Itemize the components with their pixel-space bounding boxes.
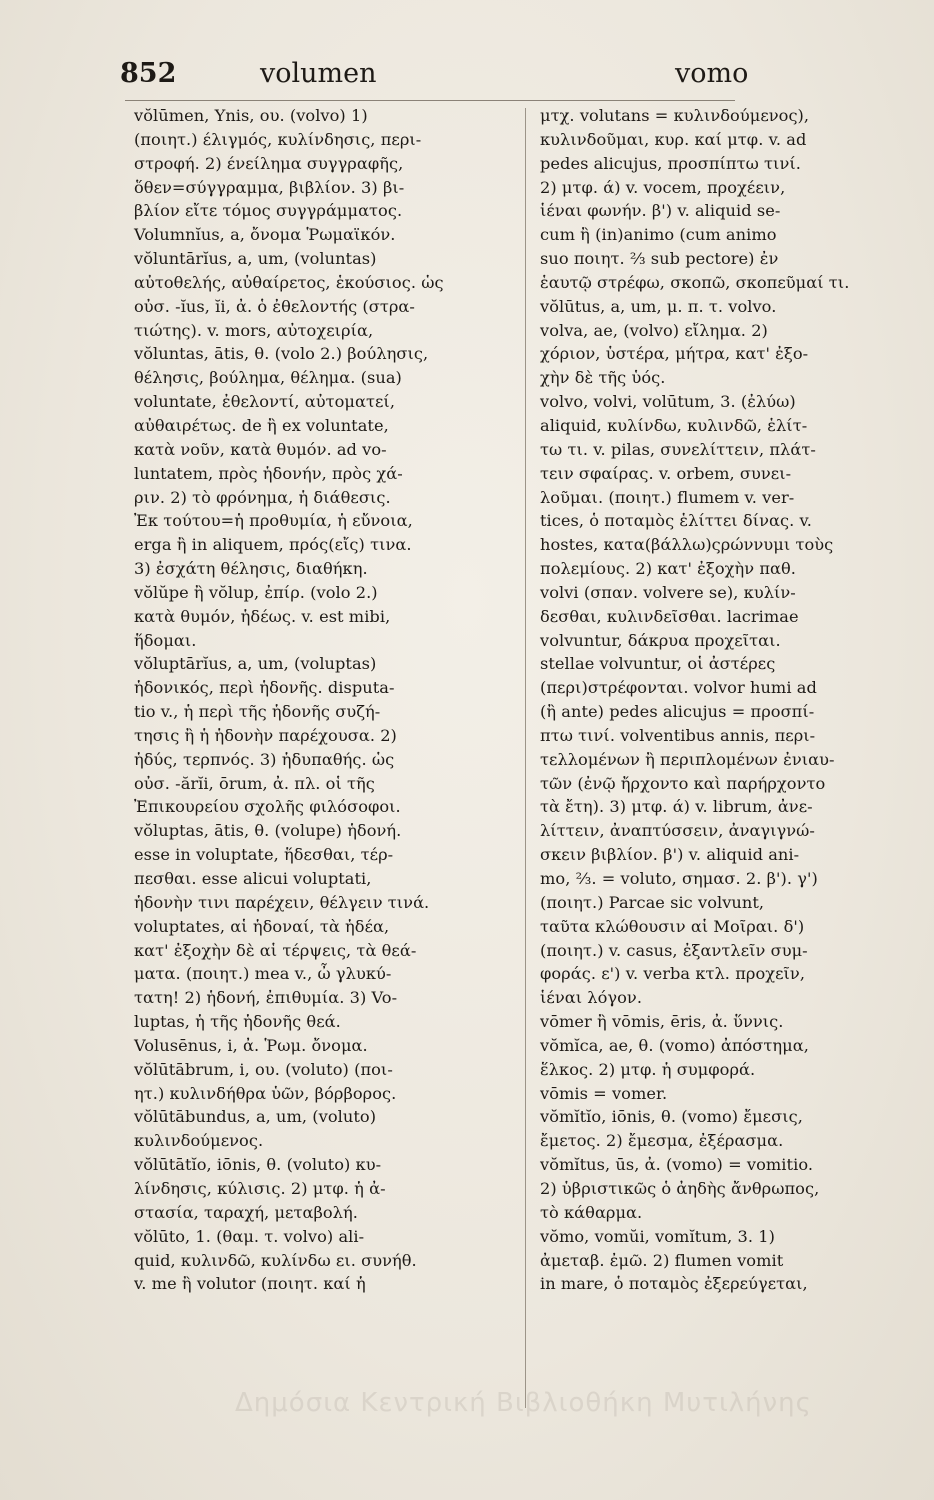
text-line: κατὰ νοῦν, κατὰ θυμόν. ad vo- <box>134 439 387 459</box>
page-number: 852 <box>120 58 177 89</box>
text-line: volvuntur, δάκρυα προχεῖται. <box>540 630 781 650</box>
text-line: λίττειν, ἀναπτύσσειν, ἀναγιγνώ- <box>540 821 815 841</box>
text-line: τατη! 2) ἡδονή, ἐπιθυμία. 3) Vo- <box>134 988 398 1008</box>
text-line: volvo, volvi, volūtum, 3. (ἐλύω) <box>540 392 796 412</box>
text-line: ἱέναι λόγον. <box>540 988 643 1008</box>
text-line: τὰ ἔτη). 3) μτφ. ά) v. librum, ἀνε- <box>540 797 813 817</box>
text-line: vŏluptas, ātis, θ. (volupe) ἡδονή. <box>134 821 402 841</box>
text-line: 2) ὑβριστικῶς ὁ ἀηδὴς ἄνθρωπος, <box>540 1178 820 1198</box>
text-line: tio v., ἡ περὶ τῆς ἡδονῆς συζή- <box>134 702 381 722</box>
text-line: vŏlūtābrum, i, ου. (voluto) (ποι- <box>134 1059 393 1079</box>
text-line: αὐτοθελής, αὐθαίρετος, ἑκούσιος. ὡς <box>134 272 444 292</box>
text-line: ἀμεταβ. ἐμῶ. 2) flumen vomit <box>540 1250 784 1270</box>
text-line: ἡδύς, τερπνός. 3) ἡδυπαθής. ὡς <box>134 749 395 769</box>
text-line: τιώτης). v. mors, αὐτοχειρία, <box>134 320 374 340</box>
text-line: vŏmĭtĭo, iōnis, θ. (vomo) ἔμεσις, <box>540 1107 803 1127</box>
text-line: vŏmĭtus, ūs, ἀ. (vomo) = vomitio. <box>540 1155 814 1175</box>
text-line: Volusēnus, i, ἀ. Ῥωμ. ὄνομα. <box>134 1035 368 1055</box>
text-line: πεσθαι. esse alicui voluptati, <box>134 869 372 888</box>
text-line: vōmer ἢ vōmis, ēris, ἀ. ὕννις. <box>540 1012 784 1032</box>
text-line: ἑαυτῷ στρέφω, σκοπῶ, σκοπεῦμαί τι. <box>540 272 850 292</box>
text-line: (ποιητ.) Parcae sic volvunt, <box>540 892 765 912</box>
text-line: aliquid, κυλίνδω, κυλινδῶ, ἑλίτ- <box>540 415 808 435</box>
text-line: vŏmo, vomŭi, vomĭtum, 3. 1) <box>540 1226 775 1246</box>
text-line: volvi (σπαν. volvere se), κυλίν- <box>540 582 796 602</box>
text-line: quid, κυλινδῶ, κυλίνδω ει. συνήθ. <box>134 1250 417 1270</box>
text-line: τησις ἢ ἡ ἡδονὴν παρέχουσα. 2) <box>134 725 397 745</box>
text-line: cum ἢ (in)animo (cum animo <box>540 225 777 245</box>
text-line: δεσθαι, κυλινδεῖσθαι. lacrimae <box>540 606 799 626</box>
text-line: ὅθεν=σύγγραμμα, βιβλίον. 3) βι- <box>134 177 405 197</box>
text-line: 2) μτφ. ά) v. vocem, προχέειν, <box>540 177 786 197</box>
text-line: ἕλκος. 2) μτφ. ἡ συμφορά. <box>540 1059 756 1079</box>
text-line: suo ποιητ. ⅔ sub pectore) ἐν <box>540 249 779 269</box>
text-line: (ποιητ.) v. casus, ἐξαντλεῖν συμ- <box>540 940 808 960</box>
text-line: τελλομένων ἢ περιπλομένων ἐνιαυ- <box>540 749 835 769</box>
text-line: ματα. (ποιητ.) mea v., ὦ γλυκύ- <box>134 964 392 984</box>
text-line: ἡδονὴν τινι παρέχειν, θέλγειν τινά. <box>134 892 430 912</box>
text-line: τῶν (ἐνῷ ἤρχοντο καὶ παρήρχοντο <box>540 773 826 793</box>
text-line: v. me ἢ volutor (ποιητ. καί ἡ <box>134 1274 366 1294</box>
header-rule <box>125 100 735 101</box>
text-line: luntatem, πρὸς ἡδονήν, πρὸς χά- <box>134 463 403 483</box>
text-line: στροφή. 2) ένείλημα συγγραφῆς, <box>134 153 404 173</box>
column-divider <box>525 108 526 1408</box>
left-guide-word: volumen <box>260 58 377 89</box>
text-line: κυλινδοῦμαι, κυρ. καί μτφ. v. ad <box>540 129 807 149</box>
text-line: αὐθαιρέτως. de ἢ ex voluntate, <box>134 415 389 435</box>
text-line: in mare, ὁ ποταμὸς ἐξερεύγεται, <box>540 1274 808 1294</box>
text-line: θέλησις, βούλημα, θέλημα. (sua) <box>134 368 402 388</box>
text-line: vŏluptārĭus, a, um, (voluptas) <box>134 654 377 674</box>
text-line: ταῦτα κλώθουσιν αἱ Μοῖραι. δ') <box>540 916 805 936</box>
text-line: (περι)στρέφονται. volvor humi ad <box>540 678 817 698</box>
text-line: στασία, ταραχή, μεταβολή. <box>134 1202 358 1222</box>
text-line: ἡδονικός, περὶ ἡδονῆς. disputa- <box>134 678 395 698</box>
text-line: vŏlŭpe ἢ vŏlup, ἐπίρ. (volo 2.) <box>134 582 378 602</box>
text-line: σκειν βιβλίον. β') v. aliquid ani- <box>540 845 800 865</box>
text-line: ριν. 2) τὸ φρόνημα, ἡ διάθεσις. <box>134 487 391 507</box>
text-line: vŏlūmen, Ynis, ου. (volvo) 1) <box>134 106 368 125</box>
text-line: ητ.) κυλινδήθρα ὑῶν, βόρβορος. <box>134 1083 397 1103</box>
text-line: voluptates, αἱ ἡδοναί, τὰ ἡδέα, <box>134 916 390 936</box>
text-line: mo, ⅔. = voluto, σημασ. 2. β'). γ') <box>540 869 818 888</box>
text-line: stellae volvuntur, οἱ ἀστέρες <box>540 654 776 674</box>
right-column <box>540 104 922 1296</box>
text-line: κυλινδούμενος. <box>134 1131 264 1151</box>
text-line: ἱέναι φωνήν. β') v. aliquid se- <box>540 201 781 221</box>
text-line: ἔμετος. 2) ἔμεσμα, ἐξέρασμα. <box>540 1131 784 1151</box>
text-line: χὴν δὲ τῆς ὑός. <box>540 368 666 388</box>
text-line: erga ἢ in aliquem, πρός(εἴς) τινα. <box>134 535 412 555</box>
text-line: volva, ae, (volvo) εἴλημα. 2) <box>540 320 768 340</box>
text-line: ἥδομαι. <box>134 630 197 650</box>
text-line: φοράς. ε') v. verba κτλ. προχεῖν, <box>540 964 806 984</box>
text-line: pedes alicujus, προσπίπτω τινί. <box>540 153 801 173</box>
text-line: vŏlūtus, a, um, μ. π. τ. volvo. <box>540 296 777 316</box>
text-line: τὸ κάθαρμα. <box>540 1202 643 1222</box>
library-watermark: Δημόσια Κεντρική Βιβλιοθήκη Μυτιλήνης <box>235 1388 812 1418</box>
text-line: vŏluntas, ātis, θ. (volo 2.) βούλησις, <box>134 344 429 364</box>
text-line: λίνδησις, κύλισις. 2) μτφ. ἡ ἀ- <box>134 1178 386 1198</box>
text-line: 3) ἐσχάτη θέλησις, διαθήκη. <box>134 559 368 579</box>
text-line: vŏmĭca, ae, θ. (vomo) ἀπόστημα, <box>540 1035 809 1055</box>
text-line: λοῦμαι. (ποιητ.) flumem v. ver- <box>540 487 795 507</box>
text-line: (ποιητ.) έλιγμός, κυλίνδησις, περι- <box>134 129 422 149</box>
text-line: luptas, ἡ τῆς ἡδονῆς θεά. <box>134 1012 341 1032</box>
text-line: (ἢ ante) pedes alicujus = προσπί- <box>540 702 815 722</box>
right-guide-word: vomo <box>675 58 749 89</box>
text-line: vŏlūtātĭo, iōnis, θ. (voluto) κυ- <box>134 1155 382 1175</box>
text-line: οὐσ. -ĭus, ĭi, ἀ. ὁ ἐθελοντής (στρα- <box>134 296 415 316</box>
text-line: vŏlūto, 1. (θαμ. τ. volvo) ali- <box>134 1226 365 1246</box>
text-line: οὐσ. -ărĭi, ōrum, ἀ. πλ. οἱ τῆς <box>134 773 375 793</box>
text-line: πολεμίους. 2) κατ' ἐξοχὴν παθ. <box>540 559 797 579</box>
text-line: βλίον εἴτε τόμος συγγράμματος. <box>134 201 403 221</box>
text-line: Volumnĭus, a, ὄνομα Ῥωμαϊκόν. <box>134 225 396 245</box>
text-line: vŏluntārĭus, a, um, (voluntas) <box>134 249 377 269</box>
text-line: vōmis = vomer. <box>540 1083 668 1103</box>
text-line: Ἐκ τούτου=ἡ προθυμία, ἡ εὔνοια, <box>134 511 413 531</box>
text-line: πτω τινί. volventibus annis, περι- <box>540 725 816 745</box>
page-header <box>120 58 750 98</box>
text-line: κατὰ θυμόν, ἡδέως. v. est mibi, <box>134 606 391 626</box>
text-line: τειν σφαίρας. v. orbem, συνει- <box>540 463 792 483</box>
text-line: vŏlūtābundus, a, um, (voluto) <box>134 1107 377 1127</box>
text-line: hostes, κατα(βάλλω)ςρώννυμι τοὺς <box>540 535 834 555</box>
text-line: voluntate, ἐθελοντί, αὐτοματεί, <box>134 392 396 412</box>
left-column <box>134 104 516 1296</box>
text-line: κατ' ἐξοχὴν δὲ αἱ τέρψεις, τὰ θεά- <box>134 940 417 960</box>
text-line: χόριον, ὑστέρα, μήτρα, κατ' ἐξο- <box>540 344 809 364</box>
text-line: Ἐπικουρείου σχολῆς φιλόσοφοι. <box>134 797 401 817</box>
text-line: μτχ. volutans = κυλινδούμενος), <box>540 106 810 125</box>
text-line: tices, ὁ ποταμὸς ἑλίττει δίνας. v. <box>540 511 812 531</box>
text-line: esse in voluptate, ἥδεσθαι, τέρ- <box>134 845 394 865</box>
text-line: τω τι. v. pilas, συνελίττειν, πλάτ- <box>540 439 816 459</box>
